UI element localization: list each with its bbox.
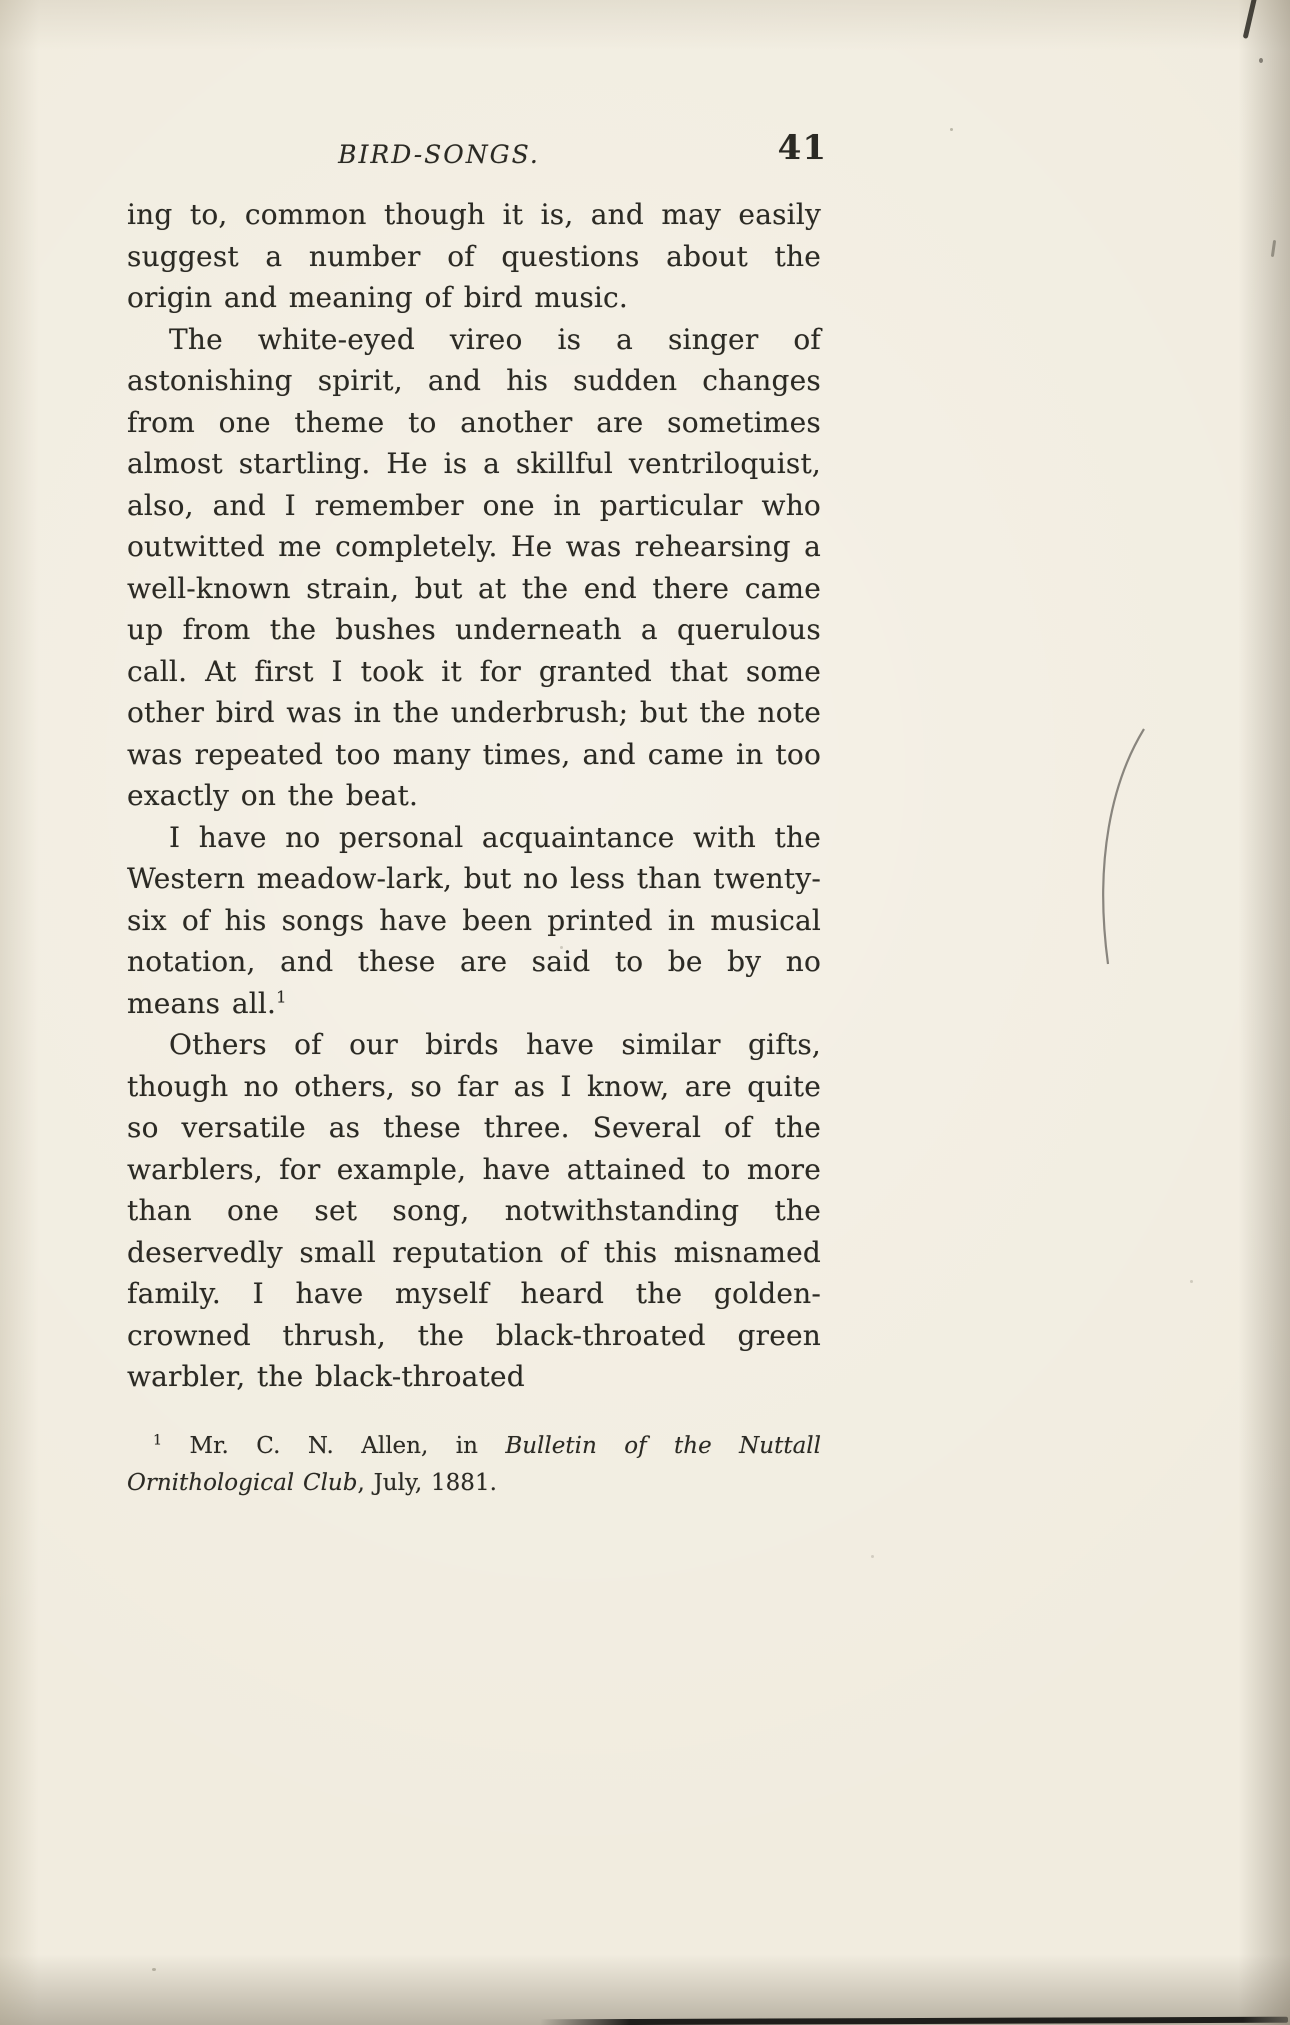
footnote-marker: 1 <box>153 1431 163 1448</box>
scan-speck <box>871 1555 874 1558</box>
footnote-text: Mr. C. N. Allen, in <box>162 1432 506 1459</box>
scan-speck-top-right <box>1259 58 1263 63</box>
scan-mark-right-edge <box>1271 240 1276 257</box>
scan-edge-bottom <box>540 2017 1288 2025</box>
page-header <box>127 128 827 194</box>
text-column <box>127 128 827 1502</box>
scan-mark-top-right <box>1243 0 1259 39</box>
footnote-text-after: , July, 1881. <box>357 1469 497 1496</box>
footnote-ref: 1 <box>276 987 287 1007</box>
footnote-work-title: Bulletin of the Nuttall Ornithological Club <box>127 1432 821 1496</box>
scan-speck <box>1190 1280 1193 1283</box>
page-number: 41 <box>777 128 827 168</box>
scan-speck <box>950 128 953 131</box>
scan-pen-stroke-right-margin <box>1082 726 1152 968</box>
footnote <box>127 1428 821 1502</box>
paragraph-text: I have no personal acquaintance with the Western meadow-lark, but no less than twenty-six of his songs have been printed in musical notation, and these are said to be by no means all. <box>127 820 821 1020</box>
page-body <box>127 194 821 1398</box>
paragraph: Others of our birds have similar gifts, though no others, so far as I know, are quite so versatile as these three. Several of the warblers, for example, have attained to more than one set song, notwithstanding the deservedly small reputation of this misnamed family. I have myself heard the golden-crowned thrush, the black-throated green warbler, the black-throated <box>127 1028 821 1393</box>
running-title: BIRD-SONGS. <box>338 140 540 169</box>
paragraph: The white-eyed vireo is a singer of astonishing spirit, and his sudden changes from one theme to another are sometimes almost startling. He is a skillful ventriloquist, also, and I remember one in particular who outwitted me completely. He was rehearsing a well-known strain, but at the end there came up from the bushes underneath a querulous call. At first I took it for granted that some other bird was in the underbrush; but the note was repeated too many times, and came in too exactly on the beat. <box>127 322 821 812</box>
scan-speck <box>152 1968 156 1971</box>
paragraph-continuation: ing to, common though it is, and may easily suggest a number of questions about the origin and meaning of bird music. <box>127 198 821 314</box>
scan-speck <box>560 946 563 949</box>
paragraph <box>127 817 821 1025</box>
